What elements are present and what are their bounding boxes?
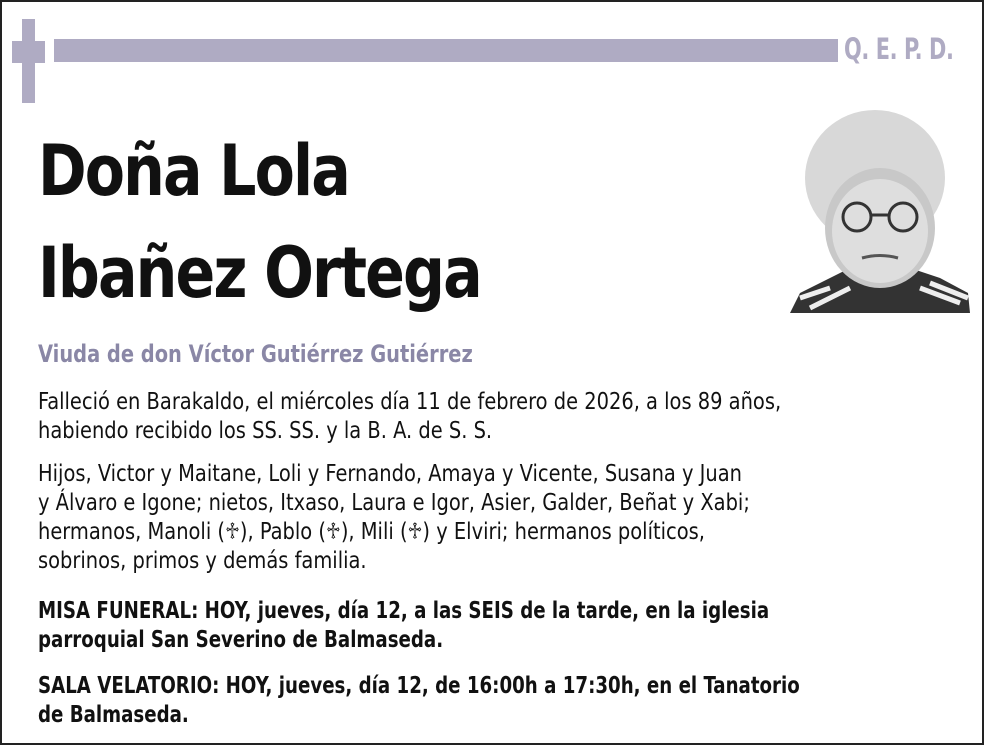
deceased-name-line2: Ibañez Ortega xyxy=(38,232,481,314)
text-line: parroquial San Severino de Balmaseda. xyxy=(38,627,444,653)
text-line: de Balmaseda. xyxy=(38,702,189,728)
text-line: SALA VELATORIO: HOY, jueves, día 12, de 16:00h a 17:30h, en el Tanatorio xyxy=(38,673,800,699)
death-announcement xyxy=(38,388,781,446)
portrait-photo xyxy=(790,103,970,313)
text-line: MISA FUNERAL: HOY, jueves, día 12, a las SEIS de la tarde, en la iglesia xyxy=(38,598,770,624)
qepd-label: Q. E. P. D. xyxy=(844,32,954,66)
text-line: Hijos, Victor y Maitane, Loli y Fernando, Amaya y Vicente, Susana y Juan xyxy=(38,461,742,487)
family-list xyxy=(38,460,750,576)
subtitle: Viuda de don Víctor Gutiérrez Gutiérrez xyxy=(38,340,473,368)
text-line: habiendo recibido los SS. SS. y la B. A. de S. S. xyxy=(38,418,493,444)
funeral-mass-info xyxy=(38,597,769,655)
deceased-name-line1: Doña Lola xyxy=(38,130,349,212)
header-bar xyxy=(54,39,838,62)
text-line: hermanos, Manoli (♱), Pablo (♱), Mili (♱) y Elviri; hermanos políticos, xyxy=(38,519,705,545)
wake-room-info xyxy=(38,672,800,730)
text-line: y Álvaro e Igone; nietos, Itxaso, Laura e Igor, Asier, Galder, Beñat y Xabi; xyxy=(38,490,750,516)
text-line: Falleció en Barakaldo, el miércoles día 11 de febrero de 2026, a los 89 años, xyxy=(38,389,782,415)
cross-icon-bar xyxy=(12,41,45,63)
text-line: sobrinos, primos y demás familia. xyxy=(38,548,367,574)
